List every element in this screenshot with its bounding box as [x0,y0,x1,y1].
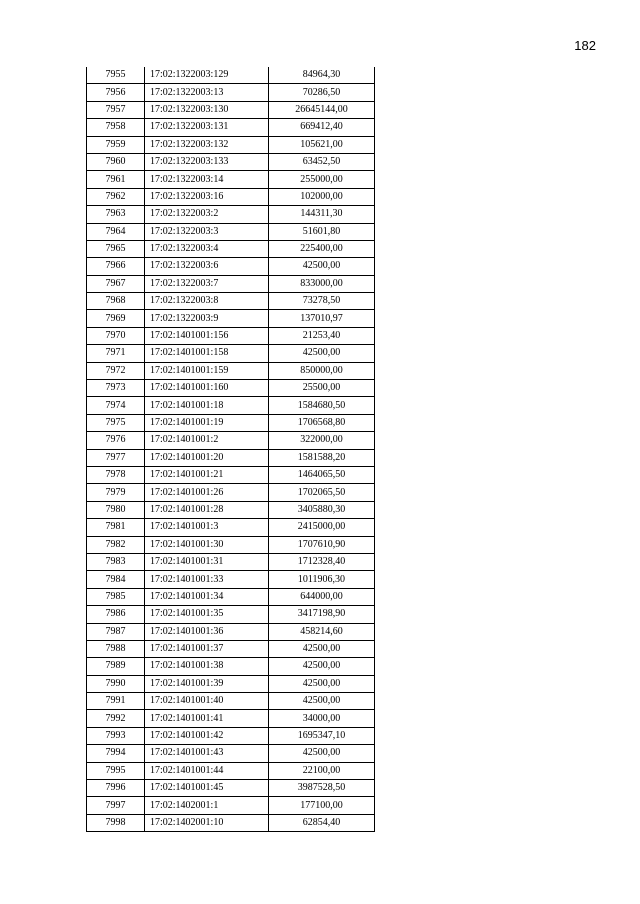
row-number-cell: 7962 [87,188,145,205]
row-number-cell: 7964 [87,223,145,240]
cadastral-number-cell: 17:02:1401001:28 [145,501,269,518]
row-number-cell: 7996 [87,780,145,797]
table-row [87,501,375,518]
row-number-cell: 7978 [87,466,145,483]
cadastral-number-cell: 17:02:1401001:31 [145,553,269,570]
row-number-cell: 7970 [87,327,145,344]
cadastral-number-cell: 17:02:1401001:34 [145,588,269,605]
table-row [87,449,375,466]
cadastral-number-cell: 17:02:1401001:38 [145,658,269,675]
table-row [87,519,375,536]
value-cell: 255000,00 [269,171,375,188]
page-number: 182 [574,38,596,53]
table-row [87,275,375,292]
value-cell: 22100,00 [269,762,375,779]
table-row [87,432,375,449]
table-row [87,466,375,483]
value-cell: 51601,80 [269,223,375,240]
value-cell: 42500,00 [269,693,375,710]
row-number-cell: 7965 [87,240,145,257]
cadastral-number-cell: 17:02:1401001:30 [145,536,269,553]
row-number-cell: 7959 [87,136,145,153]
cadastral-number-cell: 17:02:1322003:3 [145,223,269,240]
table-row [87,710,375,727]
table-row [87,171,375,188]
cadastral-number-cell: 17:02:1322003:130 [145,101,269,118]
table-row [87,136,375,153]
table-row [87,153,375,170]
row-number-cell: 7997 [87,797,145,814]
table-row [87,814,375,831]
table-row [87,293,375,310]
table-row [87,327,375,344]
value-cell: 1695347,10 [269,727,375,744]
cadastral-number-cell: 17:02:1401001:44 [145,762,269,779]
row-number-cell: 7967 [87,275,145,292]
row-number-cell: 7991 [87,693,145,710]
row-number-cell: 7955 [87,67,145,84]
value-cell: 3405880,30 [269,501,375,518]
cadastral-value-table [86,67,375,832]
table-row [87,188,375,205]
table-row [87,797,375,814]
value-cell: 42500,00 [269,345,375,362]
cadastral-number-cell: 17:02:1401001:159 [145,362,269,379]
row-number-cell: 7961 [87,171,145,188]
table-row [87,536,375,553]
value-cell: 177100,00 [269,797,375,814]
cadastral-number-cell: 17:02:1401001:3 [145,519,269,536]
table-row [87,240,375,257]
table-row [87,206,375,223]
cadastral-number-cell: 17:02:1401001:160 [145,380,269,397]
value-cell: 1707610,90 [269,536,375,553]
value-cell: 1464065,50 [269,466,375,483]
cadastral-number-cell: 17:02:1401001:2 [145,432,269,449]
value-cell: 1712328,40 [269,553,375,570]
cadastral-number-cell: 17:02:1401001:43 [145,745,269,762]
cadastral-number-cell: 17:02:1401001:45 [145,780,269,797]
row-number-cell: 7974 [87,397,145,414]
value-cell: 850000,00 [269,362,375,379]
row-number-cell: 7968 [87,293,145,310]
row-number-cell: 7987 [87,623,145,640]
cadastral-number-cell: 17:02:1401001:42 [145,727,269,744]
cadastral-number-cell: 17:02:1401001:33 [145,571,269,588]
table-row [87,223,375,240]
cadastral-number-cell: 17:02:1322003:131 [145,119,269,136]
cadastral-number-cell: 17:02:1322003:14 [145,171,269,188]
cadastral-number-cell: 17:02:1322003:4 [145,240,269,257]
cadastral-number-cell: 17:02:1401001:40 [145,693,269,710]
row-number-cell: 7989 [87,658,145,675]
row-number-cell: 7985 [87,588,145,605]
value-cell: 25500,00 [269,380,375,397]
row-number-cell: 7980 [87,501,145,518]
table-row [87,101,375,118]
cadastral-number-cell: 17:02:1322003:16 [145,188,269,205]
table-row [87,553,375,570]
table-row [87,727,375,744]
value-cell: 137010,97 [269,310,375,327]
cadastral-number-cell: 17:02:1401001:35 [145,606,269,623]
value-cell: 73278,50 [269,293,375,310]
value-cell: 458214,60 [269,623,375,640]
value-cell: 669412,40 [269,119,375,136]
table-row [87,362,375,379]
table-row [87,675,375,692]
cadastral-number-cell: 17:02:1401001:18 [145,397,269,414]
row-number-cell: 7975 [87,414,145,431]
value-cell: 63452,50 [269,153,375,170]
cadastral-number-cell: 17:02:1401001:39 [145,675,269,692]
value-cell: 42500,00 [269,640,375,657]
value-cell: 1702065,50 [269,484,375,501]
row-number-cell: 7976 [87,432,145,449]
row-number-cell: 7957 [87,101,145,118]
value-cell: 62854,40 [269,814,375,831]
row-number-cell: 7983 [87,553,145,570]
table-row [87,310,375,327]
value-cell: 21253,40 [269,327,375,344]
cadastral-number-cell: 17:02:1402001:10 [145,814,269,831]
cadastral-number-cell: 17:02:1401001:21 [145,466,269,483]
cadastral-number-cell: 17:02:1401001:26 [145,484,269,501]
cadastral-number-cell: 17:02:1401001:158 [145,345,269,362]
value-cell: 70286,50 [269,84,375,101]
table-row [87,380,375,397]
table-row [87,119,375,136]
table-row [87,588,375,605]
row-number-cell: 7973 [87,380,145,397]
row-number-cell: 7994 [87,745,145,762]
value-cell: 225400,00 [269,240,375,257]
table-row [87,571,375,588]
cadastral-number-cell: 17:02:1401001:37 [145,640,269,657]
cadastral-number-cell: 17:02:1402001:1 [145,797,269,814]
cadastral-number-cell: 17:02:1322003:7 [145,275,269,292]
row-number-cell: 7992 [87,710,145,727]
value-cell: 3417198,90 [269,606,375,623]
row-number-cell: 7984 [87,571,145,588]
cadastral-number-cell: 17:02:1401001:156 [145,327,269,344]
cadastral-number-cell: 17:02:1322003:133 [145,153,269,170]
row-number-cell: 7990 [87,675,145,692]
row-number-cell: 7993 [87,727,145,744]
value-cell: 102000,00 [269,188,375,205]
value-cell: 1584680,50 [269,397,375,414]
row-number-cell: 7963 [87,206,145,223]
row-number-cell: 7977 [87,449,145,466]
row-number-cell: 7988 [87,640,145,657]
value-cell: 1011906,30 [269,571,375,588]
row-number-cell: 7995 [87,762,145,779]
row-number-cell: 7981 [87,519,145,536]
value-cell: 42500,00 [269,675,375,692]
row-number-cell: 7971 [87,345,145,362]
cadastral-number-cell: 17:02:1322003:8 [145,293,269,310]
value-cell: 105621,00 [269,136,375,153]
row-number-cell: 7986 [87,606,145,623]
table-body [87,67,375,832]
table-row [87,484,375,501]
value-cell: 3987528,50 [269,780,375,797]
value-cell: 144311,30 [269,206,375,223]
cadastral-number-cell: 17:02:1322003:132 [145,136,269,153]
table-row [87,84,375,101]
value-cell: 322000,00 [269,432,375,449]
table-row [87,258,375,275]
cadastral-number-cell: 17:02:1322003:2 [145,206,269,223]
value-cell: 1706568,80 [269,414,375,431]
table-row [87,693,375,710]
value-cell: 26645144,00 [269,101,375,118]
table-row [87,623,375,640]
row-number-cell: 7982 [87,536,145,553]
row-number-cell: 7958 [87,119,145,136]
table-row [87,745,375,762]
table-row [87,606,375,623]
value-cell: 1581588,20 [269,449,375,466]
cadastral-number-cell: 17:02:1322003:13 [145,84,269,101]
table-row [87,414,375,431]
table-row [87,67,375,84]
value-cell: 34000,00 [269,710,375,727]
value-cell: 84964,30 [269,67,375,84]
cadastral-number-cell: 17:02:1322003:129 [145,67,269,84]
row-number-cell: 7956 [87,84,145,101]
row-number-cell: 7966 [87,258,145,275]
value-cell: 833000,00 [269,275,375,292]
value-cell: 644000,00 [269,588,375,605]
table-row [87,397,375,414]
cadastral-number-cell: 17:02:1401001:41 [145,710,269,727]
value-cell: 42500,00 [269,658,375,675]
value-cell: 42500,00 [269,745,375,762]
table-row [87,780,375,797]
row-number-cell: 7972 [87,362,145,379]
row-number-cell: 7960 [87,153,145,170]
row-number-cell: 7998 [87,814,145,831]
cadastral-number-cell: 17:02:1401001:19 [145,414,269,431]
row-number-cell: 7979 [87,484,145,501]
row-number-cell: 7969 [87,310,145,327]
value-cell: 42500,00 [269,258,375,275]
cadastral-number-cell: 17:02:1401001:36 [145,623,269,640]
table-row [87,762,375,779]
cadastral-number-cell: 17:02:1322003:6 [145,258,269,275]
cadastral-number-cell: 17:02:1401001:20 [145,449,269,466]
cadastral-number-cell: 17:02:1322003:9 [145,310,269,327]
value-cell: 2415000,00 [269,519,375,536]
table-row [87,640,375,657]
table-row [87,658,375,675]
table-row [87,345,375,362]
